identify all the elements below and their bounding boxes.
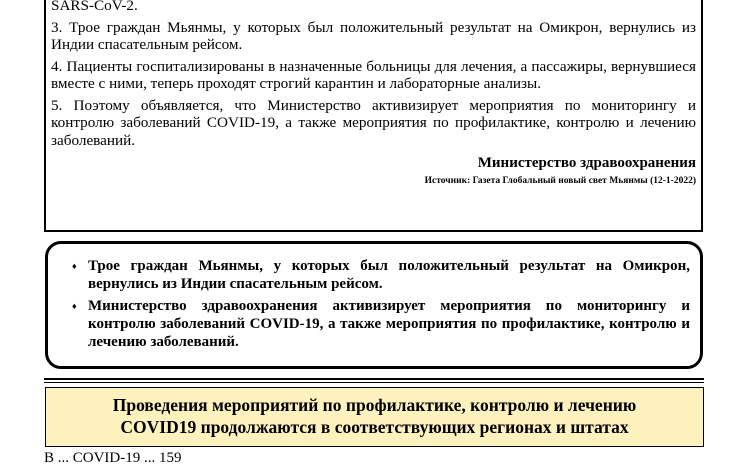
notice-signature: Министерство здравоохранения (477, 155, 696, 171)
summary-list (72, 257, 690, 351)
summary-item-text: Трое граждан Мьянмы, у которых был положительный результат на Омикрон, вернулись из Индии спасательным рейсом. (88, 258, 690, 292)
summary-item-text: Министерство здравоохранения активизирует мероприятия по мониторингу и контролю заболеваний COVID-19, а также мероприятия по профилактике, контролю и лечению заболеваний. (88, 298, 690, 350)
summary-item (72, 257, 690, 293)
headline-line-1: Проведения мероприятий по профилактике, контролю и лечению (112, 395, 637, 415)
divider-thick (44, 378, 704, 380)
diamond-bullet-icon: ♦ (72, 301, 77, 311)
notice-item-3: 3. Трое граждан Мьянмы, у которых был положительный результат на Омикрон, вернулись из Индии спасательным рейсом. (51, 18, 696, 53)
divider-thin (44, 382, 704, 383)
summary-box (45, 241, 703, 369)
notice-item-4: 4. Пациенты госпитализированы в назначенные больницы для лечения, а пассажиры, вернувшиеся вместе с ними, теперь проходят строгий карантин и лабораторные анализы. (51, 57, 696, 92)
notice-text-top: SARS-CoV-2. (51, 0, 138, 14)
notice-source: Источник: Газета Глобальный новый свет Мьянмы (12-1-2022) (424, 176, 696, 186)
summary-item (72, 297, 690, 351)
ministry-notice-box (44, 0, 703, 232)
notice-item-5: 5. Поэтому объявляется, что Министерство активизирует мероприятия по мониторингу и контролю заболеваний COVID-19, а также мероприятия по профилактике, контролю и лечению заболеваний. (51, 96, 696, 149)
cut-off-paragraph: В ... COVID-19 ... 159 (44, 450, 182, 466)
headline-box (45, 387, 704, 447)
headline-line-2: COVID19 продолжаются в соответствующих регионах и штатах (120, 417, 629, 437)
diamond-bullet-icon: ♦ (72, 261, 77, 271)
